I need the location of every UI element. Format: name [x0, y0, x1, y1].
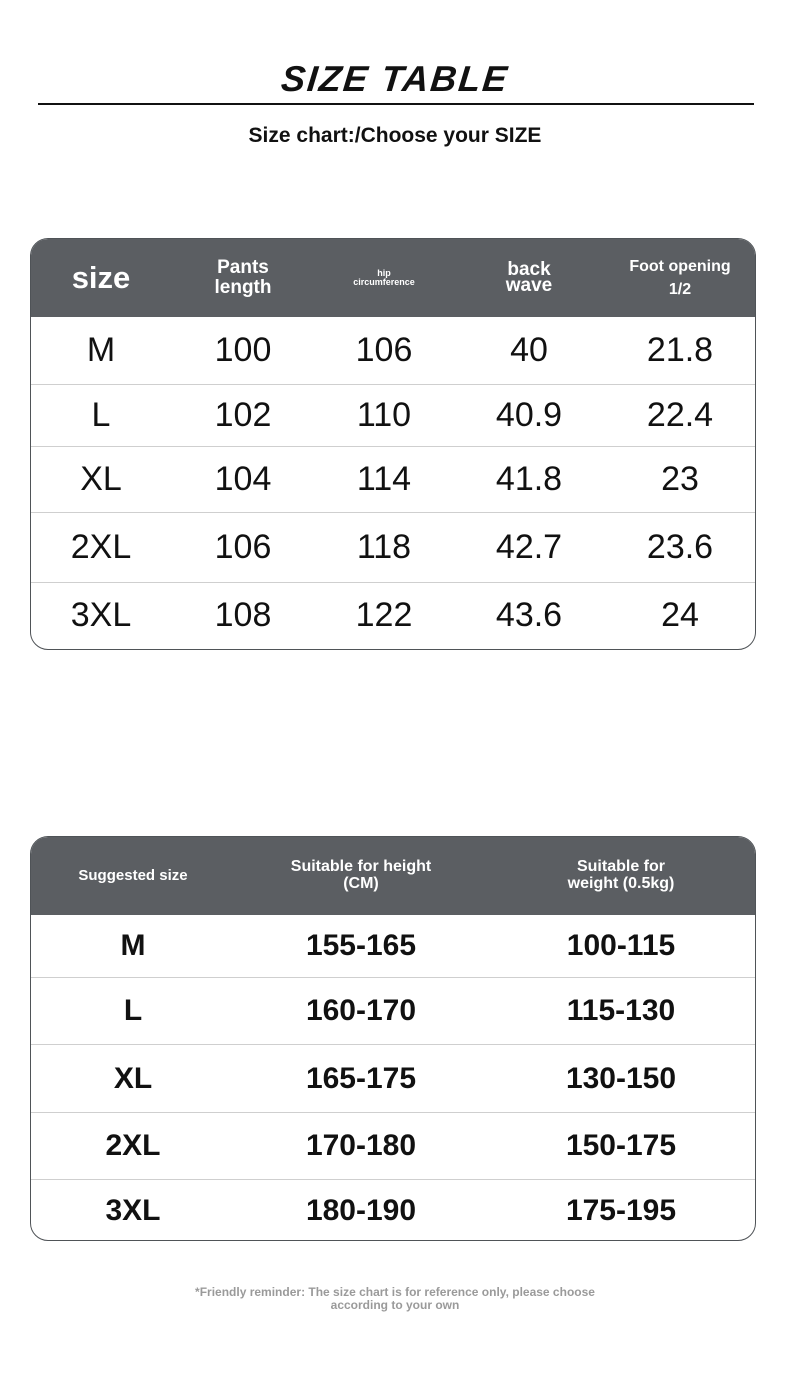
- size-table-header: [31, 239, 755, 317]
- table-row: [31, 1044, 755, 1112]
- header-weight: Suitable for weight (0.5kg): [567, 858, 675, 892]
- cell-height: 180-190: [305, 1193, 417, 1227]
- friendly-reminder: [0, 1286, 790, 1312]
- cell-pants-length: 104: [214, 460, 272, 498]
- cell-weight: 100-115: [566, 929, 676, 962]
- page-subtitle: Size chart:/Choose your SIZE: [248, 124, 542, 147]
- cell-suggested-size: 2XL: [105, 1129, 161, 1162]
- cell-pants-length: 106: [214, 528, 272, 566]
- table-row: [31, 977, 755, 1044]
- cell-back-wave: 40.9: [495, 396, 563, 434]
- reminder-line-2: according to your own: [330, 1298, 460, 1312]
- cell-weight: 115-130: [566, 994, 676, 1027]
- cell-foot-opening: 21.8: [646, 331, 714, 369]
- cell-suggested-size: L: [123, 994, 143, 1027]
- size-table: [30, 238, 756, 650]
- cell-foot-opening: 22.4: [646, 396, 714, 434]
- cell-size: XL: [80, 460, 122, 498]
- cell-suggested-size: 3XL: [105, 1193, 161, 1227]
- cell-hip: 110: [356, 396, 412, 434]
- cell-foot-opening: 23.6: [646, 528, 714, 566]
- header-pants-length: Pants length: [214, 257, 272, 298]
- table-row: [31, 384, 755, 446]
- cell-pants-length: 102: [214, 396, 272, 434]
- table-row: [31, 512, 755, 582]
- cell-height: 165-175: [305, 1061, 417, 1095]
- cell-height: 155-165: [305, 929, 417, 962]
- cell-size: 2XL: [70, 528, 132, 566]
- cell-height: 160-170: [305, 994, 417, 1027]
- cell-weight: 130-150: [565, 1061, 677, 1095]
- header-height: Suitable for height (CM): [290, 858, 432, 892]
- cell-foot-opening: 24: [661, 596, 699, 634]
- suggested-table-header: [31, 837, 755, 915]
- page-title: SIZE TABLE: [279, 58, 511, 99]
- cell-hip: 114: [356, 460, 412, 498]
- cell-hip: 106: [355, 331, 413, 369]
- cell-pants-length: 108: [214, 596, 272, 634]
- header-back-wave: back wave: [505, 258, 553, 296]
- header-hip-circumference: hip circumference: [353, 267, 415, 287]
- reminder-line-1: *Friendly reminder: The size chart is for reference only, please choose: [195, 1285, 595, 1299]
- table-row: [31, 446, 755, 512]
- table-row: [31, 317, 755, 384]
- table-row: [31, 1112, 755, 1179]
- cell-suggested-size: M: [120, 929, 146, 962]
- cell-height: 170-180: [305, 1129, 417, 1162]
- cell-size: 3XL: [70, 596, 132, 634]
- suggested-table-body: [31, 915, 755, 1241]
- cell-size: M: [86, 331, 116, 369]
- cell-back-wave: 43.6: [495, 596, 563, 634]
- table-row: [31, 1179, 755, 1241]
- table-row: [31, 915, 755, 977]
- cell-back-wave: 41.8: [495, 460, 563, 498]
- cell-back-wave: 40: [510, 331, 548, 369]
- cell-weight: 175-195: [565, 1193, 677, 1227]
- cell-pants-length: 100: [214, 331, 272, 369]
- cell-size: L: [91, 396, 111, 434]
- title-divider: [38, 103, 754, 105]
- cell-hip: 118: [356, 528, 412, 566]
- cell-back-wave: 42.7: [495, 528, 563, 566]
- header-foot-opening: Foot opening 1/2: [629, 257, 731, 298]
- size-table-body: [31, 317, 755, 648]
- table-row: [31, 582, 755, 648]
- header-size: size: [71, 259, 131, 295]
- cell-hip: 122: [355, 596, 413, 634]
- header-suggested-size: Suggested size: [78, 867, 188, 885]
- cell-foot-opening: 23: [661, 460, 699, 498]
- cell-suggested-size: XL: [113, 1061, 153, 1095]
- cell-weight: 150-175: [565, 1129, 677, 1162]
- suggested-size-table: [30, 836, 756, 1241]
